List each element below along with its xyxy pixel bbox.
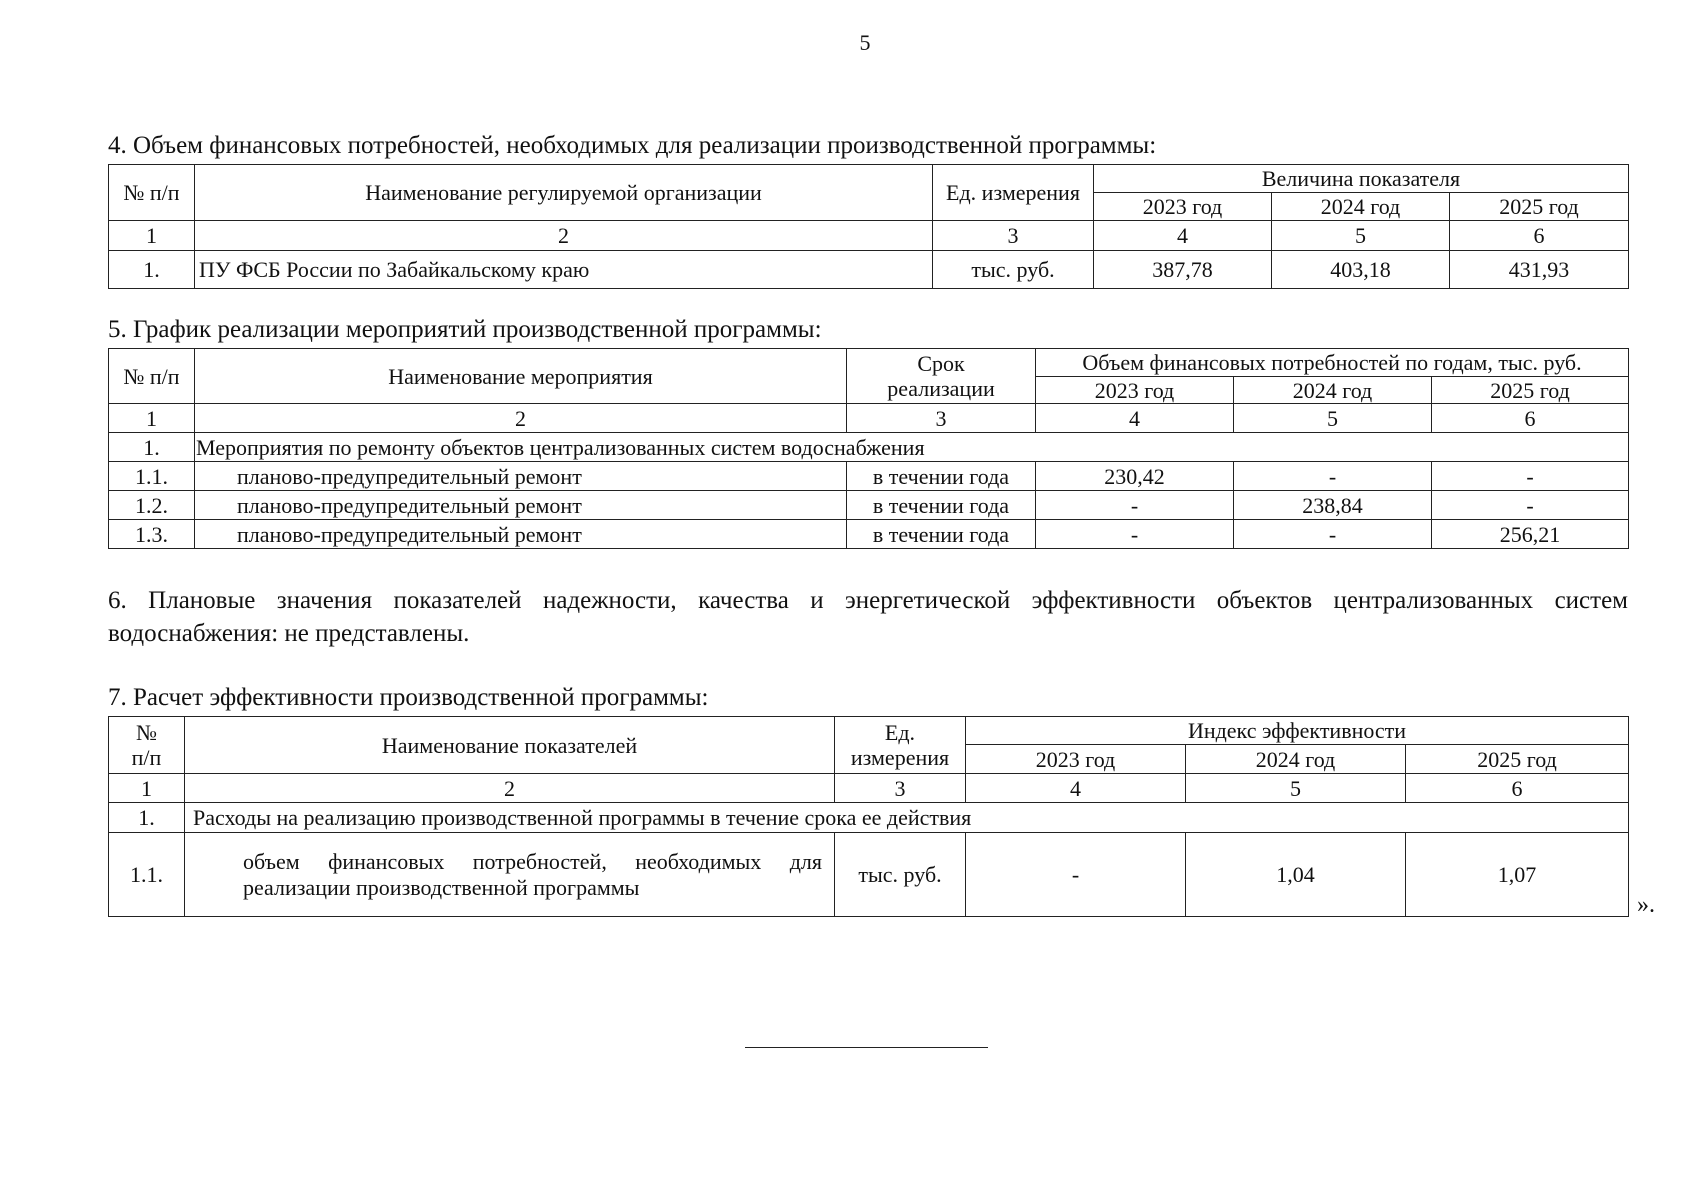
row-num: 1. — [109, 803, 185, 833]
efficiency-table — [108, 716, 1629, 917]
org-name: ПУ ФСБ России по Забайкальскому краю — [195, 251, 933, 289]
header-term-line2: реализации — [887, 376, 995, 401]
term: в течении года — [847, 491, 1036, 520]
header-num — [109, 717, 185, 774]
table-group-row — [109, 433, 1629, 462]
column-index: 5 — [1186, 774, 1406, 803]
activity-name: планово-предупредительный ремонт — [195, 491, 847, 520]
section7-title: 7. Расчет эффективности производственной программы: — [108, 684, 709, 711]
value-2023: - — [1036, 520, 1234, 549]
table-header-row — [109, 717, 1629, 745]
table-row — [109, 462, 1629, 491]
column-index: 2 — [195, 404, 847, 433]
row-num: 1. — [109, 433, 195, 462]
header-org-name: Наименование регулируемой организации — [195, 165, 933, 221]
section5-title: 5. График реализации мероприятий производственной программы: — [108, 316, 822, 343]
header-unit: Ед. измерения — [933, 165, 1094, 221]
header-num-line2: п/п — [131, 745, 162, 770]
column-index: 4 — [1036, 404, 1234, 433]
value-2024: 1,04 — [1186, 833, 1406, 917]
header-year-2023: 2023 год — [966, 745, 1186, 774]
closing-quote-mark: ». — [1637, 892, 1655, 918]
term: в течении года — [847, 462, 1036, 491]
column-index: 3 — [835, 774, 966, 803]
column-index: 1 — [109, 404, 195, 433]
header-year-2023: 2023 год — [1094, 193, 1272, 221]
value-2025: 256,21 — [1432, 520, 1629, 549]
table-header-row — [109, 165, 1629, 193]
table-header-row — [109, 349, 1629, 377]
column-index: 1 — [109, 774, 185, 803]
value-2023: 230,42 — [1036, 462, 1234, 491]
value-2023: - — [1036, 491, 1234, 520]
header-year-2025: 2025 год — [1450, 193, 1629, 221]
column-index: 2 — [195, 221, 933, 251]
table-row — [109, 251, 1629, 289]
value-2023: 387,78 — [1094, 251, 1272, 289]
table-group-row — [109, 803, 1629, 833]
value-2025: 431,93 — [1450, 251, 1629, 289]
header-efficiency-index: Индекс эффективности — [966, 717, 1629, 745]
header-num: № п/п — [109, 349, 195, 404]
header-year-2024: 2024 год — [1272, 193, 1450, 221]
column-index: 4 — [1094, 221, 1272, 251]
column-index-row — [109, 221, 1629, 251]
page-number: 5 — [859, 30, 871, 55]
row-num: 1.1. — [109, 462, 195, 491]
financial-needs-table — [108, 164, 1629, 289]
column-index-row — [109, 774, 1629, 803]
header-year-2025: 2025 год — [1432, 377, 1629, 404]
header-num-line1: № — [136, 720, 157, 745]
activity-name: планово-предупредительный ремонт — [195, 462, 847, 491]
row-num: 1.3. — [109, 520, 195, 549]
header-year-2025: 2025 год — [1406, 745, 1629, 774]
column-index: 2 — [185, 774, 835, 803]
header-term — [847, 349, 1036, 404]
value-2025: - — [1432, 462, 1629, 491]
header-unit-line2: измерения — [850, 745, 950, 770]
header-indicator-value: Величина показателя — [1094, 165, 1629, 193]
value-2025: - — [1432, 491, 1629, 520]
value-2024: 403,18 — [1272, 251, 1450, 289]
column-index: 6 — [1450, 221, 1629, 251]
column-index: 6 — [1406, 774, 1629, 803]
column-index: 3 — [847, 404, 1036, 433]
term: в течении года — [847, 520, 1036, 549]
row-num: 1.1. — [109, 833, 185, 917]
header-unit-line1: Ед. — [884, 720, 916, 745]
unit: тыс. руб. — [933, 251, 1094, 289]
footer-divider — [745, 1047, 988, 1048]
section4-title: 4. Объем финансовых потребностей, необходимых для реализации производственной программы: — [108, 132, 1157, 159]
schedule-table — [108, 348, 1629, 549]
value-2023: - — [966, 833, 1186, 917]
row-num: 1. — [109, 251, 195, 289]
header-indicator-name: Наименование показателей — [185, 717, 835, 774]
value-2024: - — [1234, 520, 1432, 549]
header-activity-name: Наименование мероприятия — [195, 349, 847, 404]
header-term-line1: Срок — [917, 351, 965, 376]
header-financial-needs-by-year: Объем финансовых потребностей по годам, тыс. руб. — [1036, 349, 1629, 377]
column-index-row — [109, 404, 1629, 433]
value-2024: 238,84 — [1234, 491, 1432, 520]
section6-text: 6. Плановые значения показателей надежности, качества и энергетической эффективности объектов централизованных систем водоснабжения: не представлены. — [108, 587, 1628, 647]
group-title: Мероприятия по ремонту объектов централизованных систем водоснабжения — [195, 433, 1629, 462]
header-unit — [835, 717, 966, 774]
indicator-name: объем финансовых потребностей, необходимых для реализации производственной программы — [185, 833, 835, 917]
column-index: 5 — [1272, 221, 1450, 251]
column-index: 4 — [966, 774, 1186, 803]
column-index: 1 — [109, 221, 195, 251]
header-year-2024: 2024 год — [1234, 377, 1432, 404]
table-row — [109, 833, 1629, 917]
column-index: 6 — [1432, 404, 1629, 433]
group-title: Расходы на реализацию производственной программы в течение срока ее действия — [185, 803, 1629, 833]
value-2024: - — [1234, 462, 1432, 491]
activity-name: планово-предупредительный ремонт — [195, 520, 847, 549]
column-index: 3 — [933, 221, 1094, 251]
row-num: 1.2. — [109, 491, 195, 520]
header-year-2023: 2023 год — [1036, 377, 1234, 404]
value-2025: 1,07 — [1406, 833, 1629, 917]
table-row — [109, 491, 1629, 520]
header-year-2024: 2024 год — [1186, 745, 1406, 774]
table-row — [109, 520, 1629, 549]
column-index: 5 — [1234, 404, 1432, 433]
header-num: № п/п — [109, 165, 195, 221]
unit: тыс. руб. — [835, 833, 966, 917]
